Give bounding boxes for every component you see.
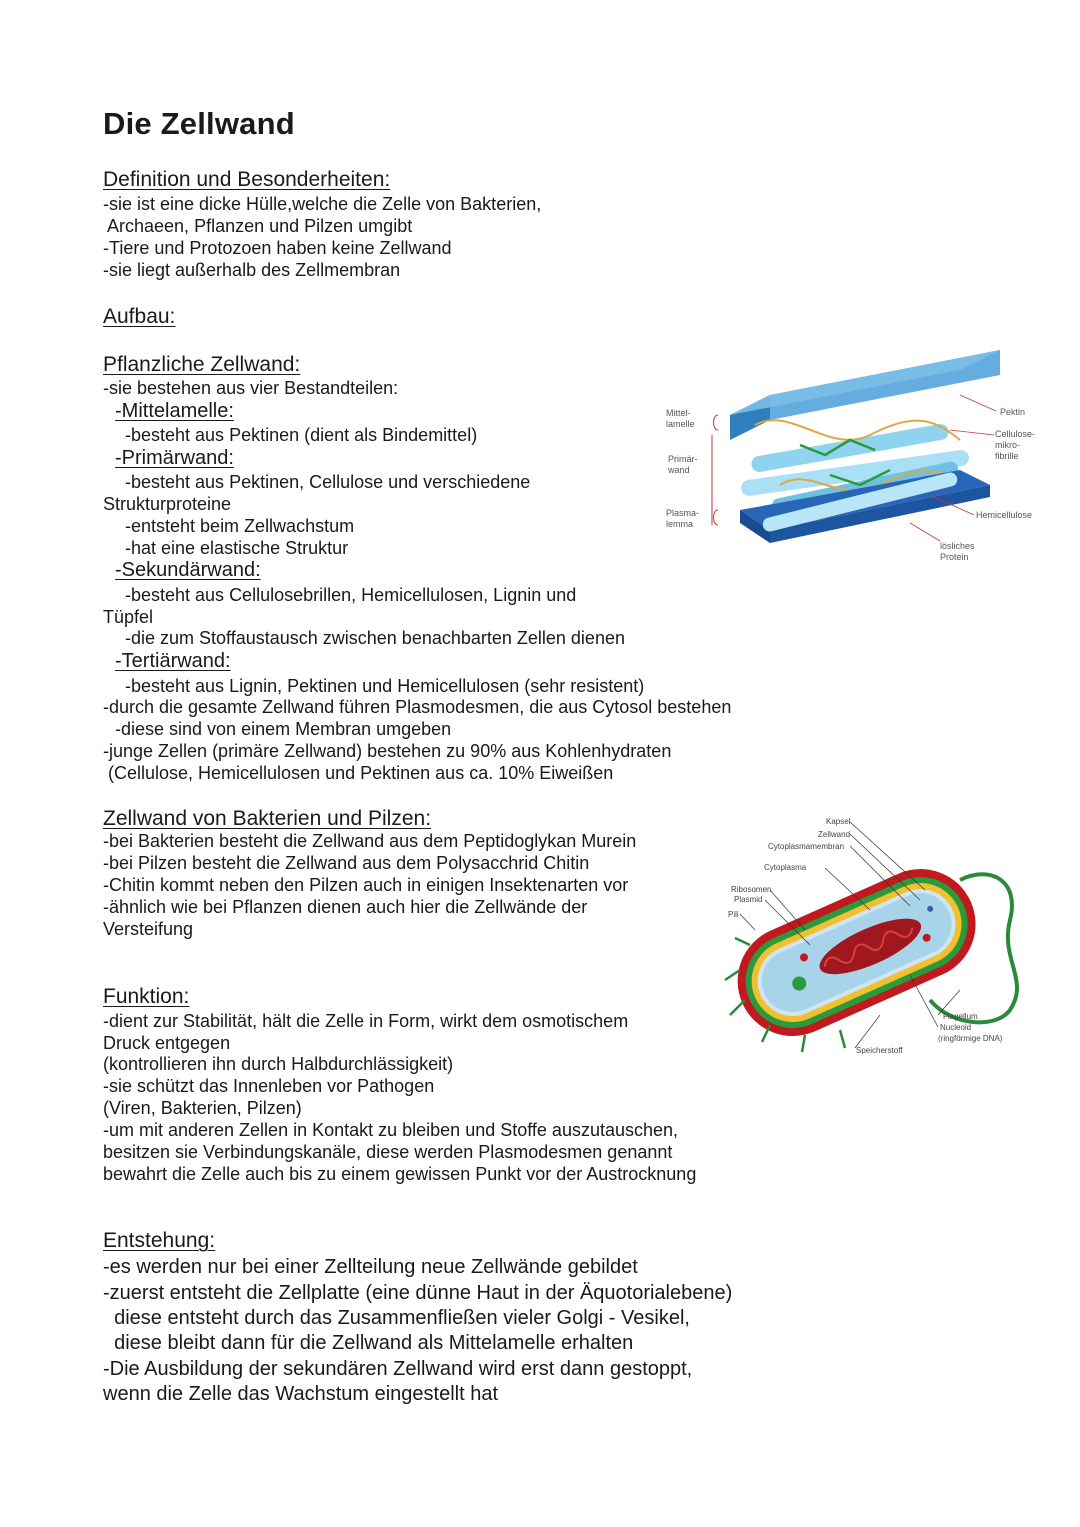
definition-line: -sie ist eine dicke Hülle,welche die Zelle von Bakterien, [103,194,542,214]
label-primaerwand: wand [668,465,690,475]
subheading-mittelamelle: -Mittelamelle: [115,400,234,422]
funktion-line: -sie schützt das Innenleben vor Pathogen [103,1076,435,1096]
label-cellulose: fibrille [995,451,1019,461]
label-plasmalemma: lemma [666,519,694,529]
label-nucleoid-note: (ringförmige DNA) [938,1034,1003,1043]
label-zellwand: Zellwand [818,830,851,839]
primaerwand-line: -hat eine elastische Struktur [125,538,349,558]
entstehung-line: -zuerst entsteht die Zellplatte (eine dünne Haut in der Äquotorialebene) [103,1282,733,1304]
funktion-line: besitzen sie Verbindungskanäle, diese werden Plasmodesmen genannt [103,1142,673,1162]
funktion-line: -dient zur Stabilität, hält die Zelle in Form, wirkt dem osmotischem [103,1011,629,1031]
label-kapsel: Kapsel [826,817,851,826]
entstehung-line: -Die Ausbildung der sekundären Zellwand wird erst dann gestoppt, [103,1358,693,1380]
plant-cell-wall-figure [660,345,1050,570]
primaerwand-line: -entsteht beim Zellwachstum [125,516,355,536]
label-plasmalemma: Plasma- [666,508,700,518]
label-nucleoid: Nucleoid [940,1023,972,1032]
funktion-line: (kontrollieren ihn durch Halbdurchlässigkeit) [103,1054,454,1074]
funktion-line: Druck entgegen [103,1033,231,1053]
funktion-line: (Viren, Bakterien, Pilzen) [103,1098,302,1118]
mittelamelle-line: -besteht aus Pektinen (dient als Bindemittel) [125,425,478,445]
subheading-primaerwand: -Primärwand: [115,447,234,469]
entstehung-line: diese bleibt dann für die Zellwand als Mittelamelle erhalten [103,1332,634,1354]
definition-line: Archaeen, Pflanzen und Pilzen umgibt [103,216,413,236]
heading-definition: Definition und Besonderheiten: [103,168,391,191]
heading-funktion: Funktion: [103,985,190,1008]
bakterien-line: -bei Bakterien besteht die Zellwand aus dem Peptidoglykan Murein [103,831,637,851]
primaerwand-line: -besteht aus Pektinen, Cellulose und verschiedene [125,472,531,492]
definition-line: -sie liegt außerhalb des Zellmembran [103,260,401,280]
plasmodesmen-line: -durch die gesamte Zellwand führen Plasmodesmen, die aus Cytosol bestehen [103,697,732,717]
label-hemicellulose: Hemicellulose [976,510,1033,520]
label-ribosomen: Ribosomen [731,885,772,894]
page-title: Die Zellwand [103,106,295,141]
entstehung-line: diese entsteht durch das Zusammenfließen vieler Golgi - Vesikel, [103,1307,690,1329]
sekundaerwand-line: -die zum Stoffaustausch zwischen benachbarten Zellen dienen [125,628,625,648]
label-cellulose: Cellulose- [995,429,1036,439]
label-protein: Protein [940,552,969,562]
label-cellulose: mikro- [995,440,1020,450]
tertiaerwand-line: -besteht aus Lignin, Pektinen und Hemicellulosen (sehr resistent) [125,676,645,696]
junge-zellen-line: -junge Zellen (primäre Zellwand) bestehen zu 90% aus Kohlenhydraten [103,741,672,761]
bacteria-cell-figure [710,810,1040,1060]
subheading-sekundaerwand: -Sekundärwand: [115,559,261,581]
subheading-tertiaerwand: -Tertiärwand: [115,650,231,672]
heading-pflanzliche-zellwand: Pflanzliche Zellwand: [103,353,301,376]
funktion-line: -um mit anderen Zellen in Kontakt zu bleiben und Stoffe auszutauschen, [103,1120,679,1140]
label-protein: lösliches [940,541,975,551]
heading-bakterien-pilze: Zellwand von Bakterien und Pilzen: [103,807,432,830]
junge-zellen-line: (Cellulose, Hemicellulosen und Pektinen aus ca. 10% Eiweißen [108,763,614,783]
label-mittellamelle: Mittel- [666,408,691,418]
label-cytoplasmamembran: Cytoplasmamembran [768,842,845,851]
heading-aufbau: Aufbau: [103,305,176,328]
label-cytoplasma: Cytoplasma [764,863,807,872]
bakterien-line: Versteifung [103,919,194,939]
label-mittellamelle: lamelle [666,419,695,429]
entstehung-line: wenn die Zelle das Wachstum eingestellt hat [103,1383,499,1405]
bakterien-line: -bei Pilzen besteht die Zellwand aus dem Polysacchrid Chitin [103,853,590,873]
label-speicherstoff: Speicherstoff [856,1046,903,1055]
heading-entstehung: Entstehung: [103,1229,216,1252]
primaerwand-line: Strukturproteine [103,494,232,514]
label-pektin: Pektin [1000,407,1026,417]
pflanzlich-intro: -sie bestehen aus vier Bestandteilen: [103,378,399,398]
definition-line: -Tiere und Protozoen haben keine Zellwand [103,238,452,258]
label-pili: Pili [728,910,739,919]
funktion-line: bewahrt die Zelle auch bis zu einem gewissen Punkt vor der Austrocknung [103,1164,697,1184]
label-flagellum: Flagellum [943,1012,978,1021]
entstehung-line: -es werden nur bei einer Zellteilung neue Zellwände gebildet [103,1256,638,1278]
label-plasmid: Plasmid [734,895,763,904]
bakterien-line: -ähnlich wie bei Pflanzen dienen auch hier die Zellwände der [103,897,588,917]
bakterien-line: -Chitin kommt neben den Pilzen auch in einigen Insektenarten vor [103,875,629,895]
label-primaerwand: Primär- [668,454,698,464]
sekundaerwand-line: -besteht aus Cellulosebrillen, Hemicellulosen, Lignin und [125,585,577,605]
sekundaerwand-line: Tüpfel [103,607,154,627]
plasmodesmen-line: -diese sind von einem Membran umgeben [115,719,452,739]
